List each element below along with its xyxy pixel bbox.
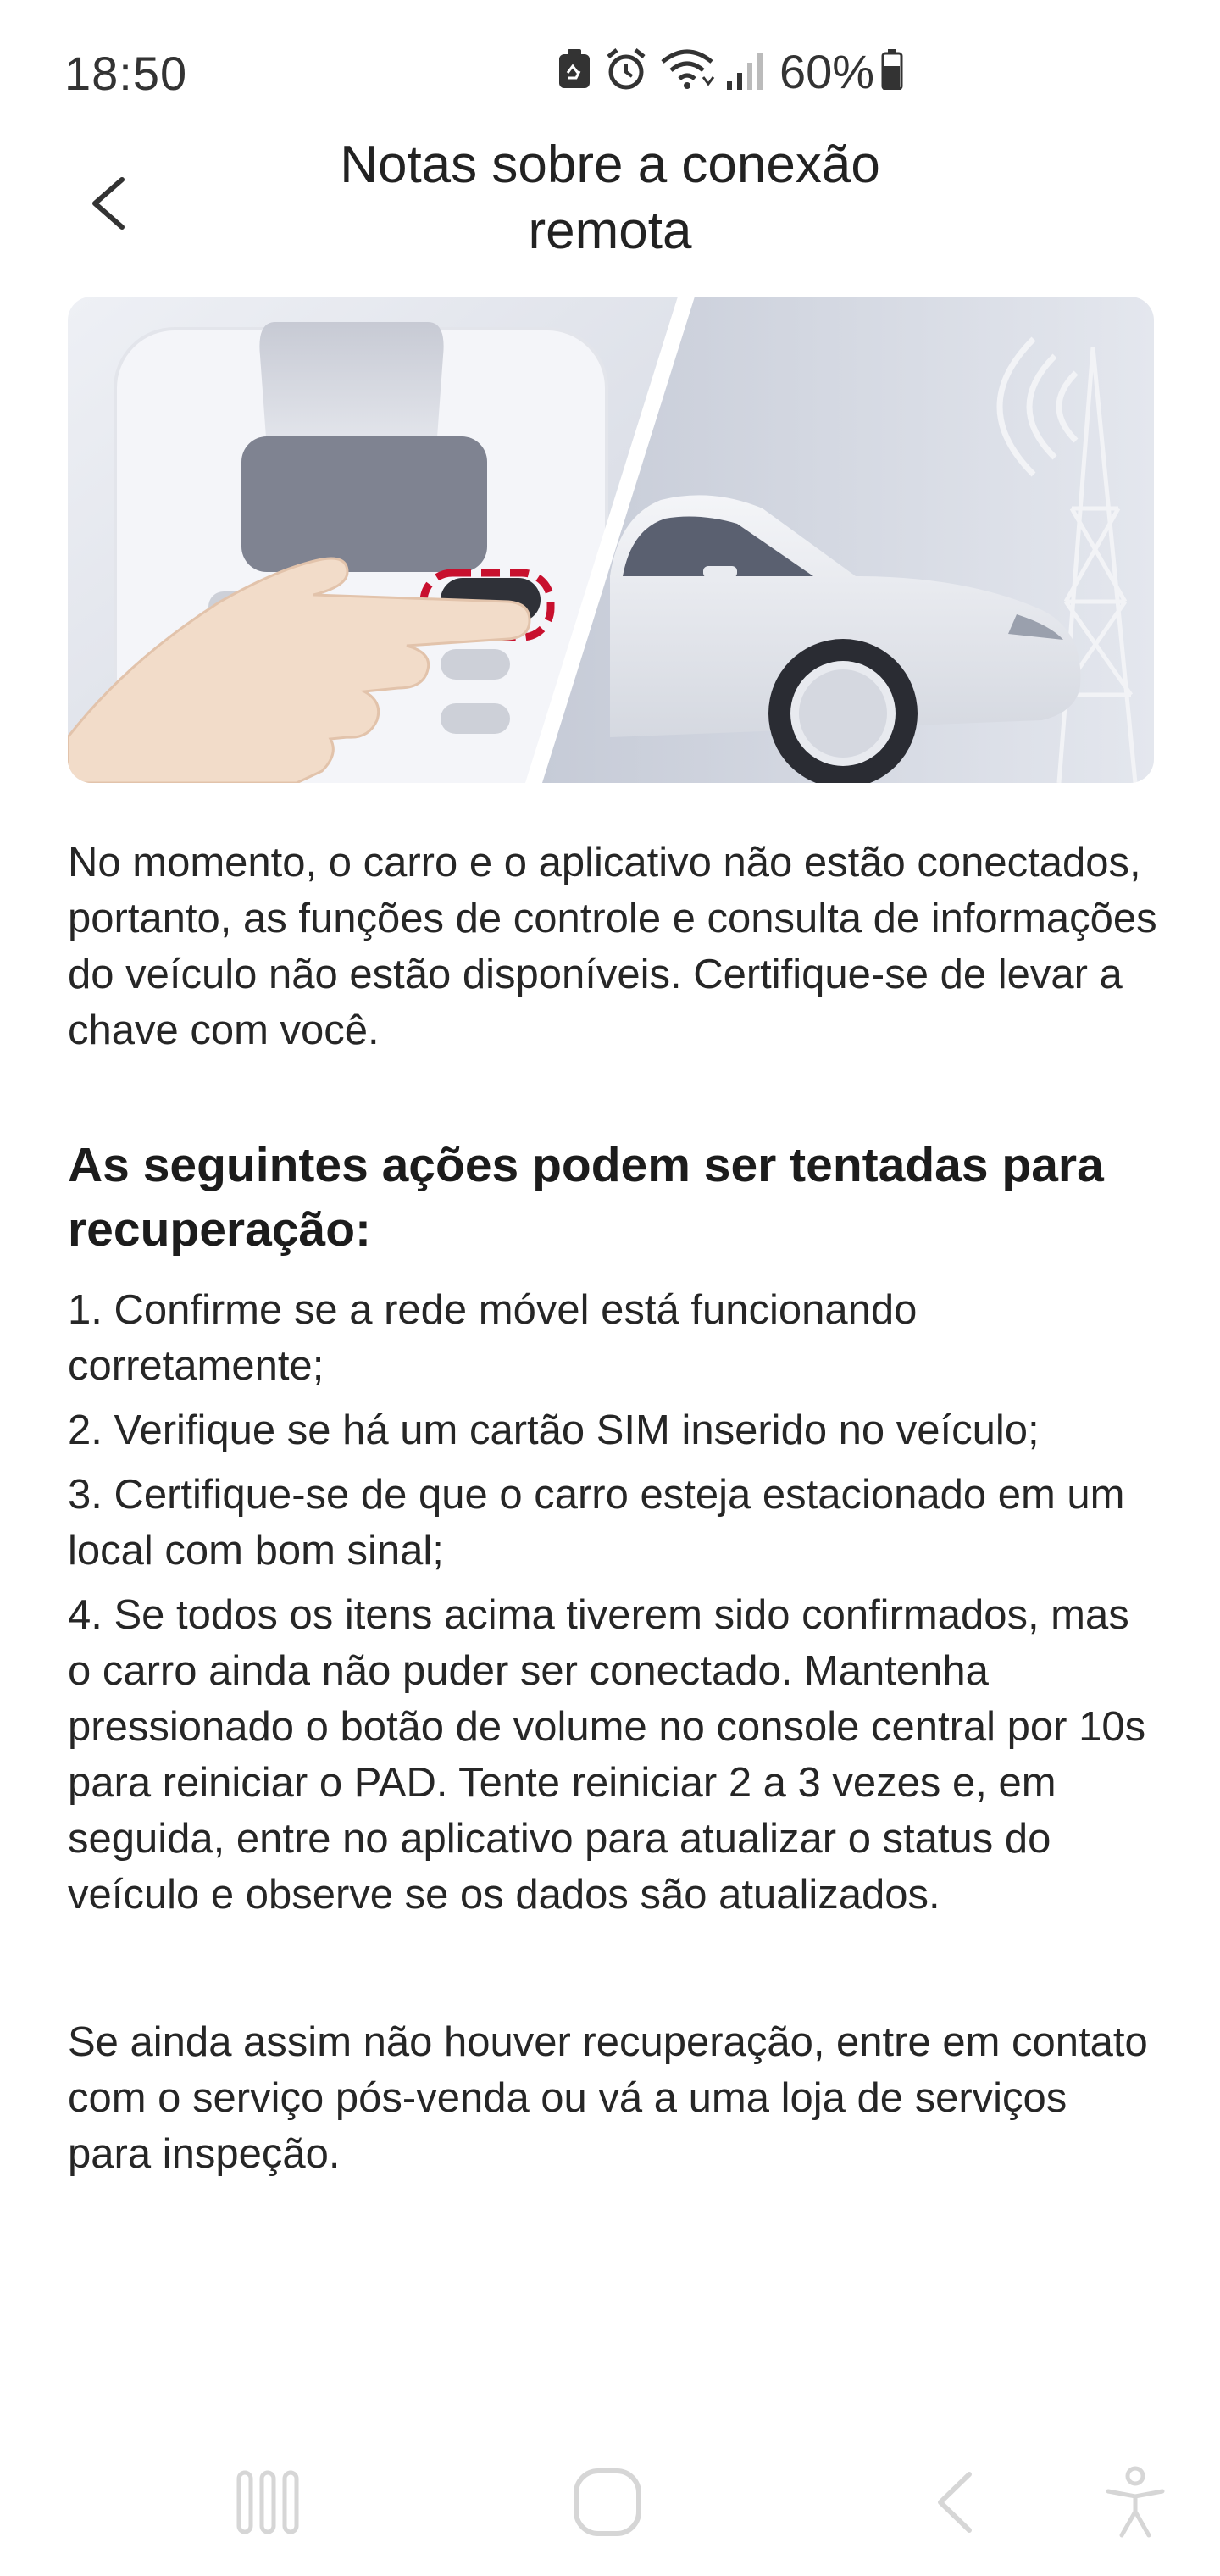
- back-icon: [925, 2464, 984, 2540]
- hero-illustration: [68, 297, 1154, 783]
- step-item: 1. Confirme se a rede móvel está funcionando corretamente;: [68, 1287, 918, 1389]
- battery-icon: [881, 49, 903, 94]
- status-icons: [556, 44, 913, 98]
- recent-apps-icon: [234, 2464, 302, 2540]
- step-item: 3. Certifique-se de que o carro esteja estacionado em um local com bom sinal;: [68, 1472, 1125, 1574]
- home-button[interactable]: [569, 2464, 646, 2545]
- nav-back-button[interactable]: [925, 2464, 984, 2545]
- page-title: Notas sobre a conexão remota: [340, 136, 880, 260]
- wifi-icon: [659, 47, 715, 97]
- recycle-icon: [556, 47, 593, 96]
- closing-text: Se ainda assim não houver recuperação, entre em contato com o serviço pós-venda ou vá a uma loja de serviços para inspeção.: [68, 2019, 1148, 2177]
- alarm-icon: [603, 47, 649, 97]
- section-heading: As seguintes ações podem ser tentadas para recuperação:: [68, 1138, 1104, 1257]
- home-icon: [569, 2464, 646, 2540]
- back-button[interactable]: [78, 161, 139, 246]
- step-item: 4. Se todos os itens acima tiverem sido confirmados, mas o carro ainda não puder ser conectado. Mantenha pressionado o botão de volume no console central por 10s para reiniciar o PAD. Tente reiniciar 2 a 3 vezes e, em seguida, entre no aplicativo para atualizar o status do veículo e observe se os dados são atualizados.: [68, 1592, 1146, 1918]
- header: [0, 127, 1220, 271]
- system-nav-bar: [0, 2440, 1220, 2576]
- content-area: [68, 835, 1161, 2182]
- battery-percent: 60%: [779, 44, 875, 98]
- status-time: 18:50: [64, 47, 188, 100]
- status-bar: [0, 0, 1220, 144]
- recent-apps-button[interactable]: [234, 2464, 302, 2545]
- car-remote-connection-illustration: [68, 297, 1154, 783]
- signal-icon: [725, 47, 766, 96]
- chevron-left-icon: [78, 161, 139, 246]
- accessibility-icon: [1101, 2464, 1169, 2540]
- steps-list: [68, 1282, 1161, 1923]
- step-item: 2. Verifique se há um cartão SIM inserido no veículo;: [68, 1407, 1040, 1453]
- intro-text: No momento, o carro e o aplicativo não estão conectados, portanto, as funções de controle e consulta de informações do veículo não estão disponíveis. Certifique-se de levar a chave com você.: [68, 840, 1157, 1053]
- accessibility-button[interactable]: [1101, 2464, 1169, 2545]
